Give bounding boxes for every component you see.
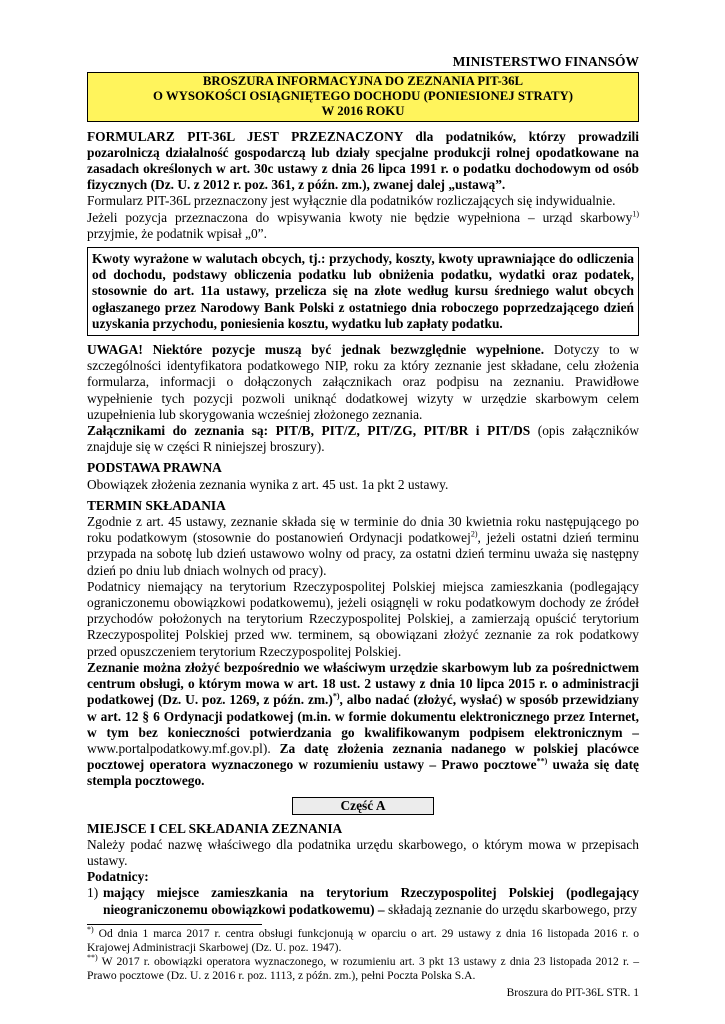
footnote-divider — [87, 924, 262, 925]
part-a-label: Część A — [292, 797, 434, 815]
ministry-header: MINISTERSTWO FINANSÓW — [452, 54, 639, 69]
deadline-paragraph-2: Podatnicy niemający na terytorium Rzeczypospolitej Polskiej miejsca zamieszkania (podlegający ograniczonemu obowiązkowi podatkowemu), jeżeli osiągnęli w roku podatkowym dochody ze źródeł przychodów położonych na terytorium Rzeczypospolitej Polskiej, a zamierzają opuścić terytorium Rzeczypospolitej Polskiej przed ww. terminem, są obowiązani złożyć zeznanie za rok podatkowy przed opuszczeniem terytorium Rzeczypospolitej Polskiej. — [87, 578, 639, 659]
individual-settlement-text: Formularz PIT-36L przeznaczony jest wyłącznie dla podatników rozliczających się indywidualnie. — [87, 193, 616, 209]
title-line-2: O WYSOKOŚCI OSIĄGNIĘTEGO DOCHODU (PONIESIONEJ STRATY) — [152, 89, 574, 103]
deadline-paragraph-3: Zeznanie można złożyć bezpośrednio we właściwym urzędzie skarbowym lub za pośrednictwem centrum obsługi, o którym mowa w art. 18 ust. 2 ustawy z dnia 10 lipca 2015 r. o administracji podatkowej (Dz. U. poz. 1269, z późn. zm.)*), albo nadać (złożyć, wysłać) w sposób przewidziany w art. 12 § 6 Ordynacji podatkowej (m.in. w formie dokumentu elektronicznego przez Internet, w tym bez konieczności potwierdzania go kwalifikowanym podpisem elektronicznym – www.portalpodatkowy.mf.gov.pl). Za datę złożenia zeznania nadanego w polskiej placówce pocztowej operatora wyznaczonego w rozumieniu ustawy – Prawo pocztowe**) uważa się datę stempla pocztowego. — [87, 659, 639, 789]
page-footer: Broszura do PIT-36L STR. 1 — [506, 987, 639, 999]
legal-basis-text: Obowiązek złożenia zeznania wynika z art. 45 ust. 1a pkt 2 ustawy. — [87, 476, 449, 492]
title-line-3: W 2016 ROKU — [321, 103, 405, 118]
footnote-2: **) W 2017 r. obowiązki operatora wyznaczonego, w rozumieniu art. 3 pkt 13 ustawy z dnia 23 listopada 2012 r. – Prawo pocztowe (Dz. U. z 2016 r. poz. 1113, z późn. zm.), pełni Poczta Polska S.A. — [87, 952, 639, 982]
intro-paragraph: FORMULARZ PIT-36L JEST PRZEZNACZONY dla podatników, którzy prowadzili pozarolniczą działalność gospodarczą lub działy specjalne produkcji rolnej opodatkowane na zasadach określonych w art. 30c ustawy z dnia 26 lipca 1991 r. o podatku dochodowym od osób fizycznych (Dz. U. z 2012 r. poz. 361, z późn. zm.), zwanej dalej „ustawą”. — [87, 128, 639, 193]
deadline-paragraph-1: Zgodnie z art. 45 ustawy, zeznanie składa się w terminie do dnia 30 kwietnia roku następującego po roku podatkowym (stosownie do postanowień Ordynacji podatkowej$^{2)}$, jeżeli ostatni dzień terminu przypada na sobotę lub dzień ustawowo wolny od pracy, za ostatni dzień terminu uważa się następny dzień po dniu lub dniach wolnych od pracy). — [87, 514, 639, 578]
document-page — [87, 54, 639, 983]
title-line-1: BROSZURA INFORMACYJNA DO ZEZNANIA PIT-36L — [202, 74, 524, 89]
taxpayers-label: Podatnicy: — [87, 869, 149, 885]
empty-field-note: Jeżeli pozycja przeznaczona do wpisywania kwoty nie będzie wypełniona – urząd skarbowy$^{1)}$ przyjmie, że podatnik wpisał „0”. — [87, 209, 639, 241]
part-a-heading: MIEJSCE I CEL SKŁADANIA ZEZNANIA — [87, 820, 343, 836]
portal-link[interactable]: www.portalpodatkowy.mf.gov.pl). — [87, 740, 280, 756]
currency-conversion-box: Kwoty wyrażone w walutach obcych, tj.: przychody, koszty, kwoty uprawniające do odliczenia od dochodu, podstawy obliczenia podatku lub obniżenia podatku, wydatki oraz podatek, stosownie do art. 11a ustawy, przelicza się na złote według kursu średniego walut obcych ogłaszanego przez Narodowy Bank Polski z ostatniego dnia roboczego poprzedzającego dzień uzyskania przychodu, poniesienia kosztu, wydatku lub zapłaty podatku. — [87, 247, 639, 336]
warning-paragraph: UWAGA! Niektóre pozycje muszą być jednak bezwzględnie wypełnione. Dotyczy to w szczególności identyfikatora podatkowego NIP, roku za który zeznanie jest składane, celu złożenia formularza, informacji o dołączonych załącznikach oraz podpisu na zeznaniu. Prawidłowe wypełnienie tych pozycji pozwoli uniknąć dodatkowej wizyty w urzędzie skarbowym celem uzupełnienia lub skorygowania wcześniej złożonego zeznania. — [87, 342, 639, 422]
list-item: 1) mający miejsce zamieszkania na terytorium Rzeczypospolitej Polskiej (podlegający nieograniczonemu obowiązkowi podatkowemu) – składają zeznanie do urzędu skarbowego, przy — [87, 885, 639, 917]
attachments-paragraph: Załącznikami do zeznania są: PIT/B, PIT/Z, PIT/ZG, PIT/BR i PIT/DS (opis załączników znajduje się w części R niniejszej broszury). — [87, 423, 639, 455]
part-a-text: Należy podać nazwę właściwego dla podatnika urzędu skarbowego, o którym mowa w przepisach ustawy. — [87, 836, 639, 868]
document-title-box — [87, 72, 639, 121]
list-number: 1) — [87, 885, 99, 901]
deadline-heading: TERMIN SKŁADANIA — [87, 497, 226, 513]
legal-basis-heading: PODSTAWA PRAWNA — [87, 460, 222, 476]
footnote-1: *) Od dnia 1 marca 2017 r. centra obsługi funkcjonują w oparciu o art. 29 ustawy z dnia 16 listopada 2016 r. o Krajowej Administracji Skarbowej (Dz. U. poz. 1947). — [87, 924, 639, 954]
